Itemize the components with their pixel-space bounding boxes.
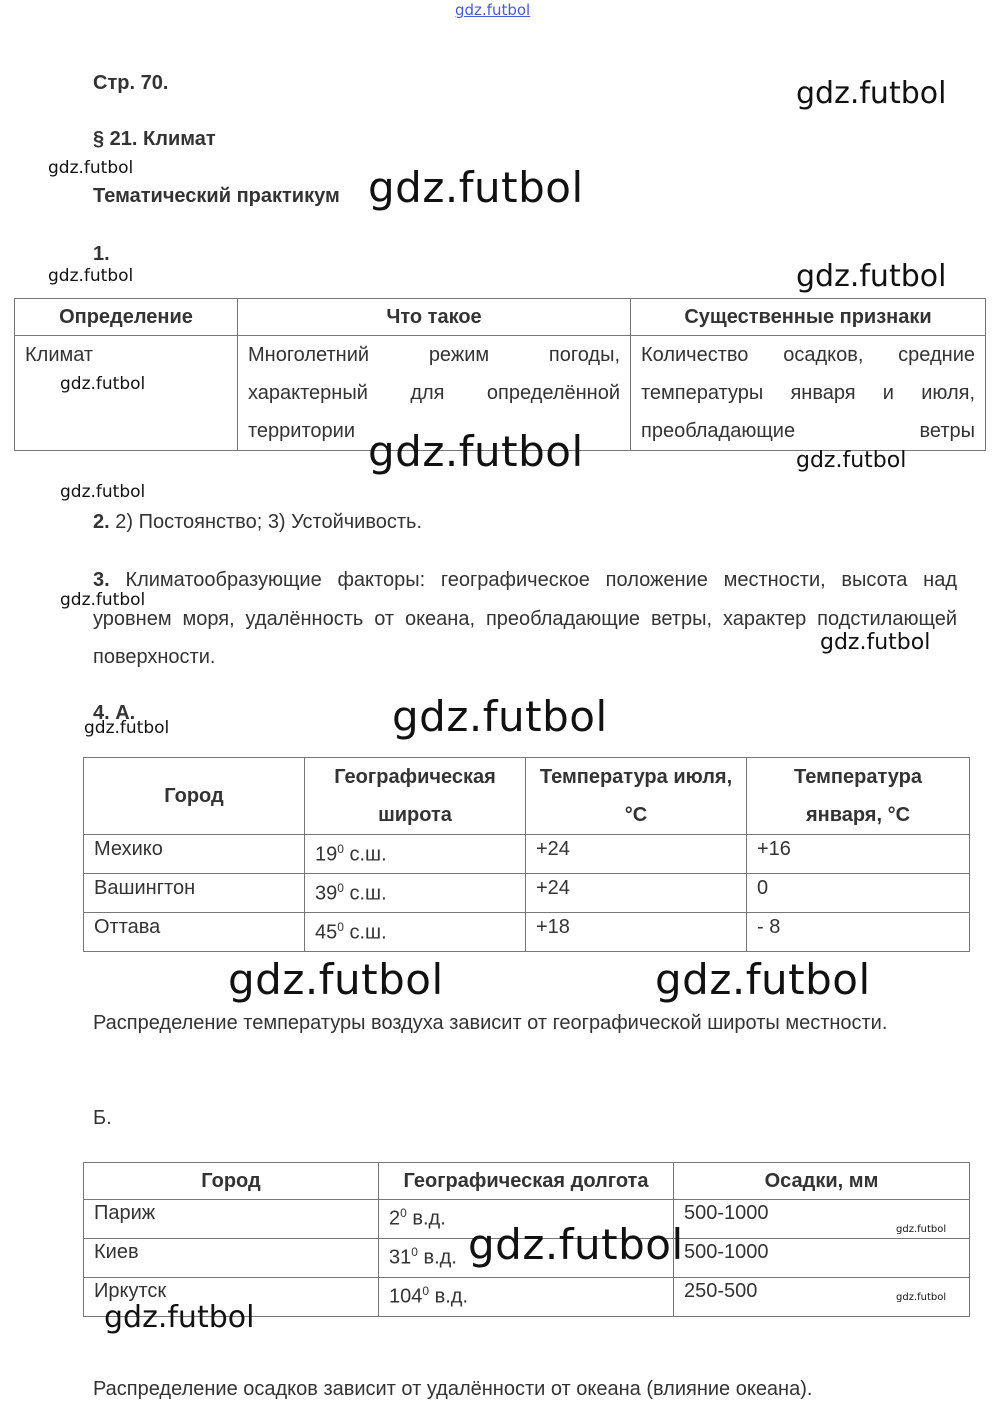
features-cell: Количество осадков, средние температуры января и июля, преобладающие ветры — [631, 336, 986, 451]
precip-cell: 250-500 — [674, 1278, 970, 1317]
page-number: Стр. 70. — [93, 72, 169, 94]
watermark: gdz.futbol — [796, 448, 907, 473]
watermark: gdz.futbol — [896, 1292, 947, 1303]
table-row — [84, 835, 970, 874]
header-city: Город — [84, 1163, 379, 1200]
watermark: gdz.futbol — [60, 590, 146, 610]
watermark: gdz.futbol — [60, 374, 146, 394]
header-july-temp: Температура июля, °С — [526, 758, 747, 835]
latitude-cell: $45^0$ с.ш. — [305, 913, 526, 952]
jan-cell: +16 — [747, 835, 970, 874]
jan-cell: - 8 — [747, 913, 970, 952]
task2-answer — [93, 511, 422, 534]
watermark: gdz.futbol — [60, 482, 146, 502]
task4-label-b: Б. — [93, 1107, 112, 1129]
header-what-is: Что такое — [238, 299, 631, 336]
header-city: Город — [84, 758, 305, 835]
task3-answer — [93, 561, 957, 677]
watermark: gdz.futbol — [368, 163, 584, 212]
watermark: gdz.futbol — [796, 259, 947, 294]
watermark: gdz.futbol — [104, 1300, 255, 1335]
header-precip: Осадки, мм — [674, 1163, 970, 1200]
term-cell: Климат — [15, 336, 238, 451]
july-cell: +24 — [526, 874, 747, 913]
task3-number: 3. — [93, 569, 110, 591]
watermark: gdz.futbol — [48, 158, 134, 178]
watermark: gdz.futbol — [896, 1224, 947, 1235]
watermark: gdz.futbol — [228, 955, 444, 1004]
conclusion-a: Распределение температуры воздуха зависит от географической широты местности. — [93, 1012, 888, 1034]
watermark: gdz.futbol — [468, 1220, 684, 1269]
city-cell: Мехико — [84, 835, 305, 874]
july-cell: +18 — [526, 913, 747, 952]
city-cell: Оттава — [84, 913, 305, 952]
watermark: gdz.futbol — [796, 76, 947, 111]
table-row — [84, 913, 970, 952]
table-row — [84, 874, 970, 913]
task1-number: 1. — [93, 243, 110, 265]
city-cell: Иркутск — [84, 1278, 379, 1317]
longitude-cell: $31^0$ в.д. — [379, 1239, 674, 1278]
longitude-cell: $104^0$ в.д. — [379, 1278, 674, 1317]
city-cell: Киев — [84, 1239, 379, 1278]
latitude-table — [83, 757, 970, 952]
header-latitude: Географическая широта — [305, 758, 526, 835]
conclusion-b: Распределение осадков зависит от удалённости от океана (влияние океана). — [93, 1378, 813, 1400]
task2-number: 2. — [93, 511, 110, 533]
top-watermark-link[interactable]: gdz.futbol — [455, 1, 531, 19]
header-longitude: Географическая долгота — [379, 1163, 674, 1200]
watermark: gdz.futbol — [84, 718, 170, 738]
watermark: gdz.futbol — [820, 630, 931, 655]
header-features: Существенные признаки — [631, 299, 986, 336]
watermark: gdz.futbol — [48, 266, 134, 286]
definition-cell: Многолетний режим погоды, характерный для определённой территории — [238, 336, 631, 451]
city-cell: Вашингтон — [84, 874, 305, 913]
subtitle: Тематический практикум — [93, 185, 340, 207]
precip-cell: 500-1000 — [674, 1239, 970, 1278]
latitude-cell: $39^0$ с.ш. — [305, 874, 526, 913]
header-jan-temp: Температура января, °С — [747, 758, 970, 835]
precip-cell: 500-1000 — [674, 1200, 970, 1239]
july-cell: +24 — [526, 835, 747, 874]
latitude-cell: $19^0$ с.ш. — [305, 835, 526, 874]
city-cell: Париж — [84, 1200, 379, 1239]
watermark: gdz.futbol — [368, 427, 584, 476]
header-definition: Определение — [15, 299, 238, 336]
longitude-cell: $2^0$ в.д. — [379, 1200, 674, 1239]
task2-text: 2) Постоянство; 3) Устойчивость. — [109, 511, 423, 533]
jan-cell: 0 — [747, 874, 970, 913]
watermark: gdz.futbol — [392, 692, 608, 741]
task4-label-a: 4. А. — [93, 702, 136, 724]
task3-text: Климатообразующие факторы: географическое положение местности, высота над уровнем моря, удалённость от океана, преобладающие ветры, характер подстилающей поверхности. — [93, 569, 957, 668]
section-title: § 21. Климат — [93, 128, 216, 150]
watermark: gdz.futbol — [655, 955, 871, 1004]
